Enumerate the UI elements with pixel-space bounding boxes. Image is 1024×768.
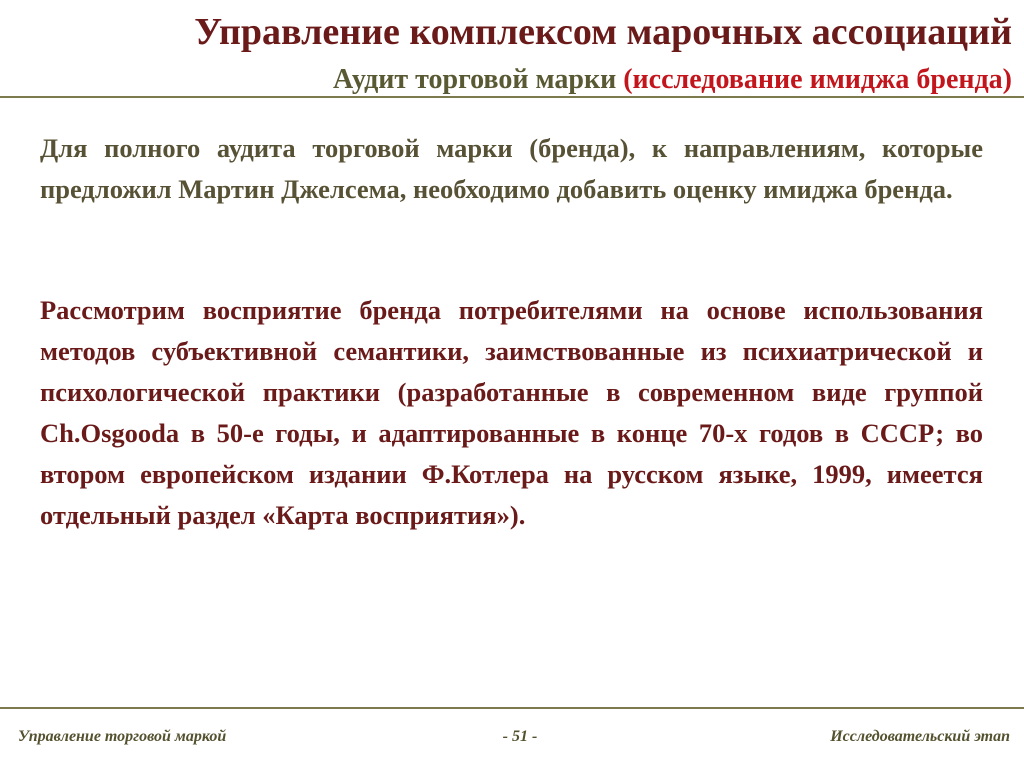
footer-divider <box>0 707 1024 709</box>
subtitle-plain: Аудит торговой марки <box>333 64 624 95</box>
header-divider <box>0 96 1024 98</box>
footer-section-name: Исследовательский этап <box>830 728 1010 745</box>
footer-course-title: Управление торговой маркой <box>18 728 227 745</box>
subtitle-accent: (исследование имиджа бренда) <box>623 64 1012 95</box>
slide-subtitle <box>40 62 1012 98</box>
footer-page-number: - 51 - <box>502 728 538 745</box>
slide-title: Управление комплексом марочных ассоциаций <box>194 11 1012 53</box>
paragraph-audit: Для полного аудита торговой марки (бренда), к направлениям, которые предложил Мартин Джелсема, необходимо добавить оценку имиджа бренда. <box>40 133 983 204</box>
paragraph-perception: Рассмотрим восприятие бренда потребителями на основе использования методов субъективной семантики, заимствованные из психиатрической и психологической практики (разработанные в современном виде группой Ch.Osgooda в 50-е годы, и адаптированные в конце 70-х годов в СССР; во втором европейском издании Ф.Котлера на русском языке, 1999, имеется отдельный раздел «Карта восприятия»). <box>40 295 983 530</box>
